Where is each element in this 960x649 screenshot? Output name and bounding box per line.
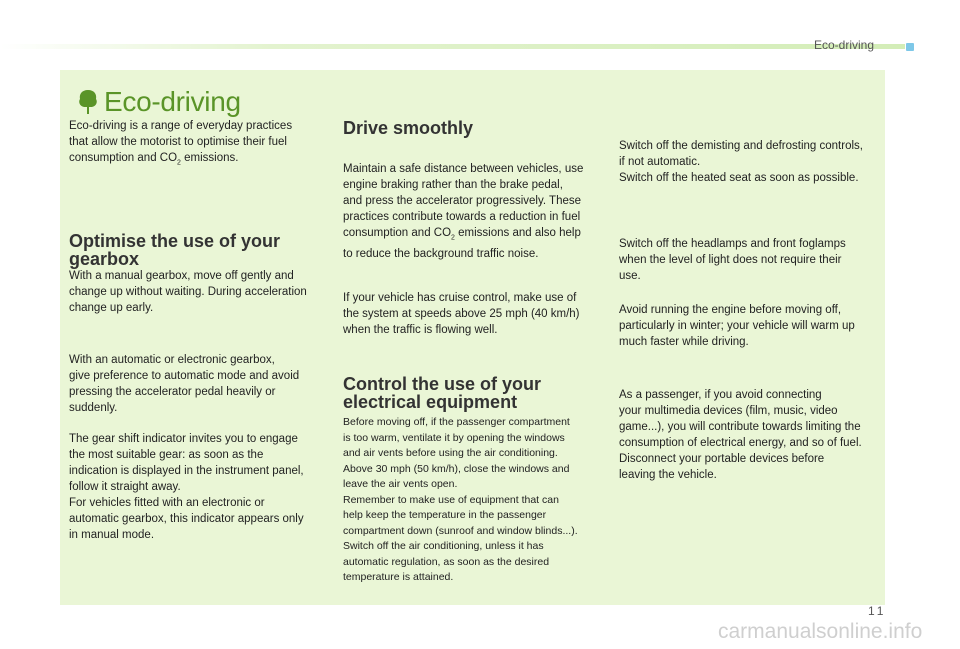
intro-subscript: 2 bbox=[177, 159, 181, 167]
electrical-paragraph: Before moving off, if the passenger compartment is too warm, ventilate it by opening the windows and air vents before using the air conditioning. Above 30 mph (50 km/h), close the windows and leave the air vents open. Remember to make use of equipment that can help keep the temperature in the passenger compartment down (sunroof and window blinds...). Switch off the air conditioning, unless it has automatic regulation, as soon as the desired temperature is attained. bbox=[343, 416, 578, 583]
section-marker bbox=[906, 43, 914, 51]
right-paragraph-2: Switch off the headlamps and front foglamps when the level of light does not require their use. bbox=[619, 238, 846, 282]
electrical-heading: Control the use of your electrical equipment bbox=[343, 374, 541, 412]
header-rule bbox=[0, 44, 905, 49]
drive-text-after: emissions and also help to reduce the background traffic noise. bbox=[343, 227, 581, 261]
drive-text-before: Maintain a safe distance between vehicles, use engine braking rather than the brake pedal, and press the accelerator progressively. These practices contribute towards a reduction in fuel consumption and CO bbox=[343, 163, 584, 239]
drive-subscript: 2 bbox=[451, 234, 455, 242]
drive-paragraph-1 bbox=[343, 161, 605, 262]
page-number: 11 bbox=[868, 604, 887, 618]
gearbox-paragraph-2: With an automatic or electronic gearbox, give preference to automatic mode and avoid pressing the accelerator pedal heavily or suddenly. bbox=[69, 354, 300, 414]
intro-text-before: Eco-driving is a range of everyday practices that allow the motorist to optimise their fuel consumption and CO bbox=[69, 120, 293, 164]
tree-icon bbox=[78, 89, 98, 115]
right-paragraph-1: Switch off the demisting and defrosting controls, if not automatic. Switch off the heated seat as soon as possible. bbox=[619, 140, 863, 184]
gearbox-heading: Optimise the use of your gearbox bbox=[69, 231, 281, 269]
gearbox-paragraph-1: With a manual gearbox, move off gently and change up without waiting. During acceleration change up early. bbox=[69, 270, 307, 314]
right-paragraph-4: As a passenger, if you avoid connecting your multimedia devices (film, music, video game...), you will contribute towards limiting the consumption of electrical energy, and so of fuel. Disconnect your portable devices before leaving the vehicle. bbox=[619, 389, 862, 481]
drive-paragraph-2: If your vehicle has cruise control, make use of the system at speeds above 25 mph (40 km/h) when the traffic is flowing well. bbox=[343, 292, 580, 336]
intro-paragraph bbox=[69, 118, 331, 171]
title-row bbox=[78, 86, 241, 118]
drive-heading: Drive smoothly bbox=[343, 118, 474, 138]
watermark: carmanualsonline.info bbox=[718, 620, 923, 643]
right-paragraph-3: Avoid running the engine before moving off, particularly in winter; your vehicle will warm up much faster while driving. bbox=[619, 304, 855, 348]
gearbox-paragraph-3: The gear shift indicator invites you to engage the most suitable gear: as soon as the indication is displayed in the instrument panel, follow it straight away. For vehicles fitted with an electronic or automatic gearbox, this indicator appears only in manual mode. bbox=[69, 433, 304, 541]
section-header: Eco-driving bbox=[813, 38, 874, 52]
intro-text-after: emissions. bbox=[180, 152, 239, 164]
page-title: Eco-driving bbox=[104, 86, 241, 117]
